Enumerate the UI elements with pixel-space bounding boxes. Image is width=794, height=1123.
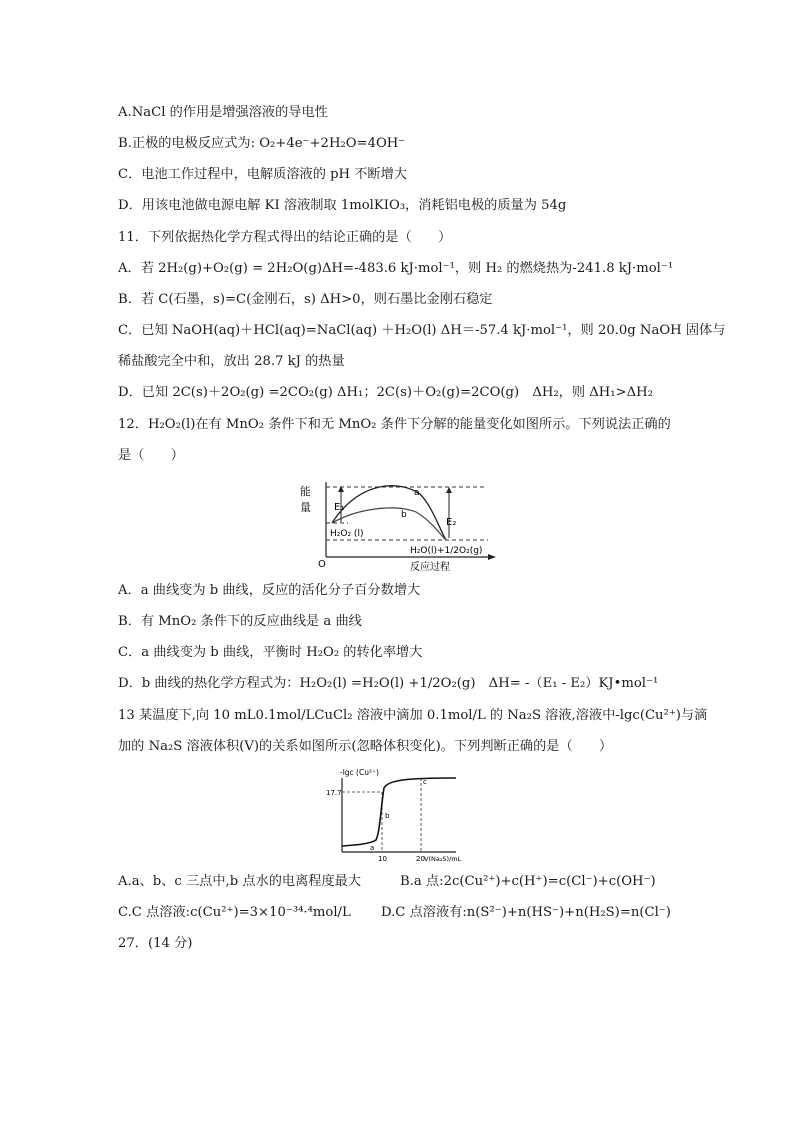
q11-option-a: A．若 2H₂(g)+O₂(g) = 2H₂O(g)ΔH=-483.6 kJ·mol⁻¹，则 H₂ 的燃烧热为-241.8 kJ·mol⁻¹ [118,261,674,276]
energy-diagram [298,478,502,572]
curve-b-label: b [401,510,407,520]
q10-option-c: C．电池工作过程中，电解质溶液的 pH 不断增大 [118,167,407,182]
q13-option-a: A.a、b、c 三点中,b 点水的电离程度最大 [118,874,362,889]
q13-option-d: D.C 点溶液有:n(S²⁻)+n(HS⁻)+n(H₂S)=n(Cl⁻) [381,905,671,920]
fig2-curve [342,778,456,846]
q10-option-a: A.NaCl 的作用是增强溶液的导电性 [118,105,328,120]
x-axis-arrow [488,554,496,560]
q12-option-d: D．b 曲线的热化学方程式为：H₂O₂(l) =H₂O(l) +1/2O₂(g) ΔH= -（E₁ - E₂）KJ•mol⁻¹ [118,676,659,691]
q13-option-c: C.C 点溶液:c(Cu²⁺)=3×10⁻³⁴·⁴mol/L [118,905,351,920]
energy-axis-label-1: 能 [300,485,311,498]
fig2-point-b: b [385,812,390,820]
q13-option-b: B.a 点:2c(Cu²⁺)+c(H⁺)=c(Cl⁻)+c(OH⁻) [400,874,656,889]
q13-stem-line1: 13 某温度下,向 10 mL0.1mol/LCuCl₂ 溶液中滴加 0.1mol/L 的 Na₂S 溶液,溶液中-lgc(Cu²⁺)与滴 [118,708,708,723]
q11-option-c-line1: C．已知 NaOH(aq)＋HCl(aq)=NaCl(aq) ＋H₂O(l) ΔH＝-57.4 kJ·mol⁻¹，则 20.0g NaOH 固体与 [118,323,726,338]
e2-label: E₂ [446,517,457,528]
titration-curve [326,766,486,866]
fig2-y-axis-label: -lgc (Cu²⁺) [340,768,379,777]
product-label: H₂O(l)+1/2O₂(g) [410,546,483,556]
reactant-label: H₂O₂ (l) [330,529,364,539]
fig2-x-axis-label: V(Na₂S)/mL [424,855,462,863]
q12-option-c: C．a 曲线变为 b 曲线，平衡时 H₂O₂ 的转化率增大 [118,645,423,660]
energy-axis-label-2: 量 [300,501,311,514]
q11-stem: 11．下列依据热化学方程式得出的结论正确的是（ ） [118,230,452,245]
fig2-x-tick-10: 10 [378,855,387,863]
curve-a-label: a [414,488,420,498]
q27-header: 27．(14 分) [118,936,193,951]
origin-label: O [318,559,326,570]
q11-option-b: B．若 C(石墨，s)=C(金刚石，s) ΔH>0，则石墨比金刚石稳定 [118,292,493,307]
fig2-point-c: c [423,778,427,786]
q12-option-a: A．a 曲线变为 b 曲线，反应的活化分子百分数增大 [118,583,421,598]
fig2-x-tick-20: 20 [416,855,425,863]
q13-stem-line2: 加的 Na₂S 溶液体积(V)的关系如图所示(忽略体积变化)。下列判断正确的是（ ） [118,739,613,754]
q12-stem-line1: 12．H₂O₂(l)在有 MnO₂ 条件下和无 MnO₂ 条件下分解的能量变化如图所示。下列说法正确的 [118,417,671,432]
q11-option-d: D．已知 2C(s)＋2O₂(g) =2CO₂(g) ΔH₁；2C(s)＋O₂(g)=2CO(g) ΔH₂，则 ΔH₁>ΔH₂ [118,385,653,400]
e1-label: E₁ [334,502,345,513]
q10-option-b: B.正极的电极反应式为: O₂+4e⁻+2H₂O=4OH⁻ [118,136,406,151]
x-axis-label: 反应过程 [410,562,450,572]
fig2-point-a: a [370,844,375,852]
fig2-y-tick: 17.7 [326,789,342,797]
q10-option-d: D．用该电池做电源电解 KI 溶液制取 1molKIO₃，消耗铝电极的质量为 54g [118,198,567,213]
q12-option-b: B．有 MnO₂ 条件下的反应曲线是 a 曲线 [118,614,362,629]
q11-option-c-line2: 稀盐酸完全中和，放出 28.7 kJ 的热量 [118,354,345,369]
q12-stem-line2: 是（ ） [118,448,184,463]
